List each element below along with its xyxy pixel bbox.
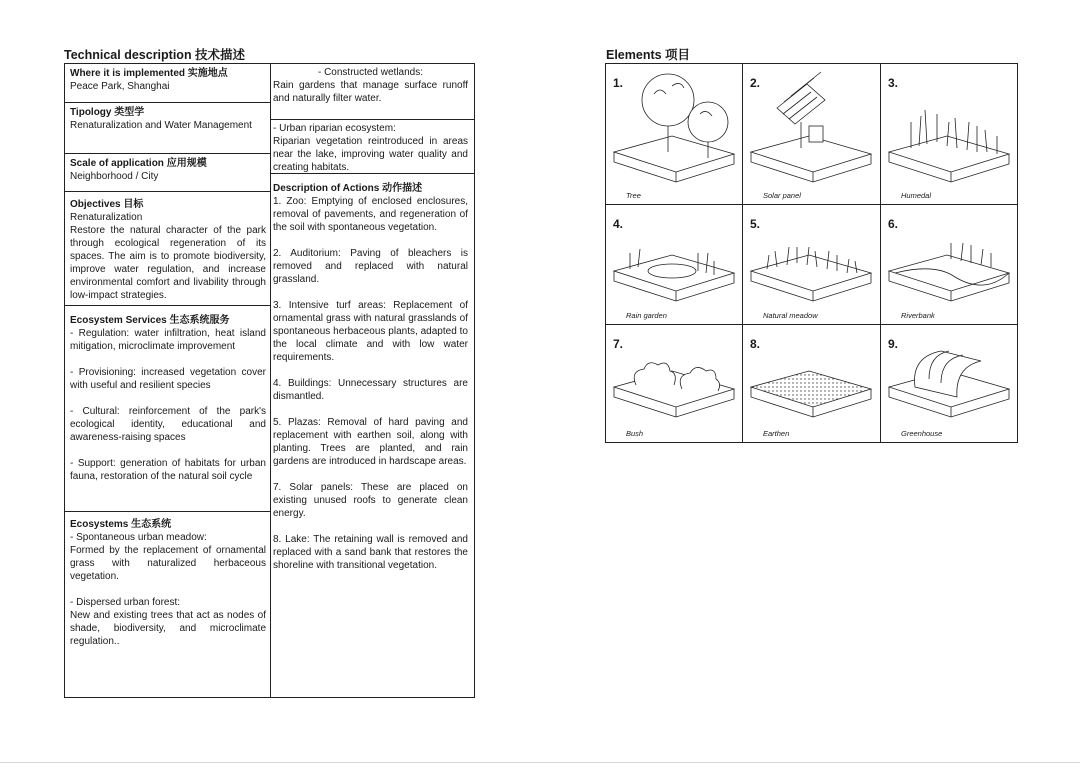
actions-cell — [271, 174, 474, 574]
left-column — [65, 64, 270, 697]
where-cell — [65, 64, 270, 103]
tipology-cell — [65, 103, 270, 154]
element-riverbank — [881, 205, 1017, 325]
element-label: Bush — [626, 429, 644, 438]
scale-text: Neighborhood / City — [70, 171, 159, 182]
scale-heading: Scale of application 应用规模 — [70, 158, 207, 169]
service-item: - Provisioning: increased vegetation cover with useful and resilient species — [70, 367, 266, 391]
solar-panel-icon — [743, 64, 880, 204]
action-item: 2. Auditorium: Paving of bleachers is removed and replaced with natural grassland. — [273, 248, 468, 285]
riparian-body: Riparian vegetation reintroduced in areas near the lake, improving water quality and creating habitats. — [273, 136, 468, 173]
ecosystems-cell — [65, 512, 270, 697]
objectives-heading: Objectives 目标 — [70, 199, 144, 210]
element-earthen — [743, 325, 881, 442]
objectives-cell — [65, 192, 270, 306]
technical-description-table — [64, 63, 475, 698]
technical-description-title: Technical description 技术描述 — [64, 48, 246, 62]
riverbank-icon — [881, 205, 1016, 324]
wetlands-text: Rain gardens that manage surface runoff and naturally filter water. — [273, 80, 468, 104]
riparian-cell — [271, 120, 474, 174]
action-item: 5. Plazas: Removal of hard paving and replacement with earthen soil, along with planting. Trees are planted, and rain gardens are introduced in hardscape areas. — [273, 417, 468, 467]
service-item: - Support: generation of habitats for urban fauna, restoration of the natural soil cycle — [70, 458, 266, 482]
element-label: Solar panel — [763, 191, 801, 200]
tipology-text: Renaturalization and Water Management — [70, 120, 252, 131]
element-label: Rain garden — [626, 311, 667, 320]
element-label: Natural meadow — [763, 311, 818, 320]
element-number: 3. — [888, 76, 899, 90]
scale-cell — [65, 154, 270, 192]
wetlands-title: - Constructed wetlands: — [317, 67, 424, 78]
element-label: Humedal — [901, 191, 932, 200]
riparian-text — [273, 122, 468, 135]
service-item: - Cultural: reinforcement of the park's ecological identity, educational and awareness-raising spaces — [70, 406, 266, 443]
element-label: Riverbank — [901, 311, 935, 320]
rain-garden-icon — [606, 205, 742, 324]
element-label: Earthen — [763, 429, 790, 438]
element-rain-garden — [606, 205, 743, 325]
element-number: 8. — [750, 337, 761, 351]
where-text: Peace Park, Shanghai — [70, 81, 170, 92]
action-item: 1. Zoo: Emptying of enclosed enclosures, removal of pavements, and regeneration of the soil with spontaneous vegetation. — [273, 196, 468, 233]
objectives-text-1: Renaturalization — [70, 212, 143, 223]
ecosystem-services-heading: Ecosystem Services 生态系统服务 — [70, 315, 230, 326]
element-tree — [606, 64, 743, 205]
action-item: 3. Intensive turf areas: Replacement of ornamental grass with natural grasslands of spontaneous herbaceous plants, adapted to the local climate and with low water requirements. — [273, 300, 468, 363]
forest-title: - Dispersed urban forest: — [70, 597, 181, 608]
element-label: Tree — [626, 191, 641, 200]
greenhouse-icon — [881, 325, 1016, 441]
action-item: 7. Solar panels: These are placed on existing unused roofs to generate clean energy. — [273, 482, 468, 519]
humedal-icon — [881, 64, 1016, 204]
element-number: 2. — [750, 76, 761, 90]
ecosystems-heading: Ecosystems 生态系统 — [70, 519, 172, 530]
page-bottom-rule — [0, 762, 1080, 763]
natural-meadow-icon — [743, 205, 880, 324]
ecosystem-services-cell — [65, 306, 270, 512]
element-natural-meadow — [743, 205, 881, 325]
tipology-heading: Tipology 类型学 — [70, 107, 145, 118]
element-number: 5. — [750, 217, 761, 231]
riparian-title: - Urban riparian ecosystem: — [273, 123, 396, 134]
service-item: - Regulation: water infiltration, heat island mitigation, microclimate improvement — [70, 328, 266, 352]
action-item: 4. Buildings: Unnecessary structures are dismantled. — [273, 378, 468, 402]
wetlands-cell — [271, 64, 474, 120]
element-bush — [606, 325, 743, 442]
element-number: 1. — [613, 76, 624, 90]
tree-icon — [606, 64, 742, 204]
element-number: 9. — [888, 337, 899, 351]
elements-title: Elements 项目 — [606, 48, 691, 62]
action-item: 8. Lake: The retaining wall is removed and replaced with a sand bank that restores the shoreline with transitional vegetation. — [273, 534, 468, 571]
right-column — [271, 64, 474, 574]
element-label: Greenhouse — [901, 429, 943, 438]
meadow-text: Formed by the replacement of ornamental grass with naturalized herbaceous vegetation. — [70, 545, 266, 582]
objectives-text-2: Restore the natural character of the park through ecological regeneration of its spaces. The aim is to promote biodiversity, improve water regulation, and increase environmental comfort and livability through low-impact strategies. — [70, 225, 266, 301]
where-heading: Where it is implemented 实施地点 — [70, 68, 228, 79]
element-humedal — [881, 64, 1017, 205]
element-greenhouse — [881, 325, 1017, 442]
element-number: 4. — [613, 217, 624, 231]
actions-heading: Description of Actions 动作描述 — [273, 183, 423, 194]
meadow-title: - Spontaneous urban meadow: — [70, 532, 207, 543]
element-solar-panel — [743, 64, 881, 205]
elements-grid — [605, 63, 1018, 443]
element-number: 7. — [613, 337, 624, 351]
bush-icon — [606, 325, 742, 441]
element-number: 6. — [888, 217, 899, 231]
forest-text: New and existing trees that act as nodes of shade, biodiversity, and microclimate regulation.. — [70, 610, 266, 647]
earthen-icon — [743, 325, 880, 441]
